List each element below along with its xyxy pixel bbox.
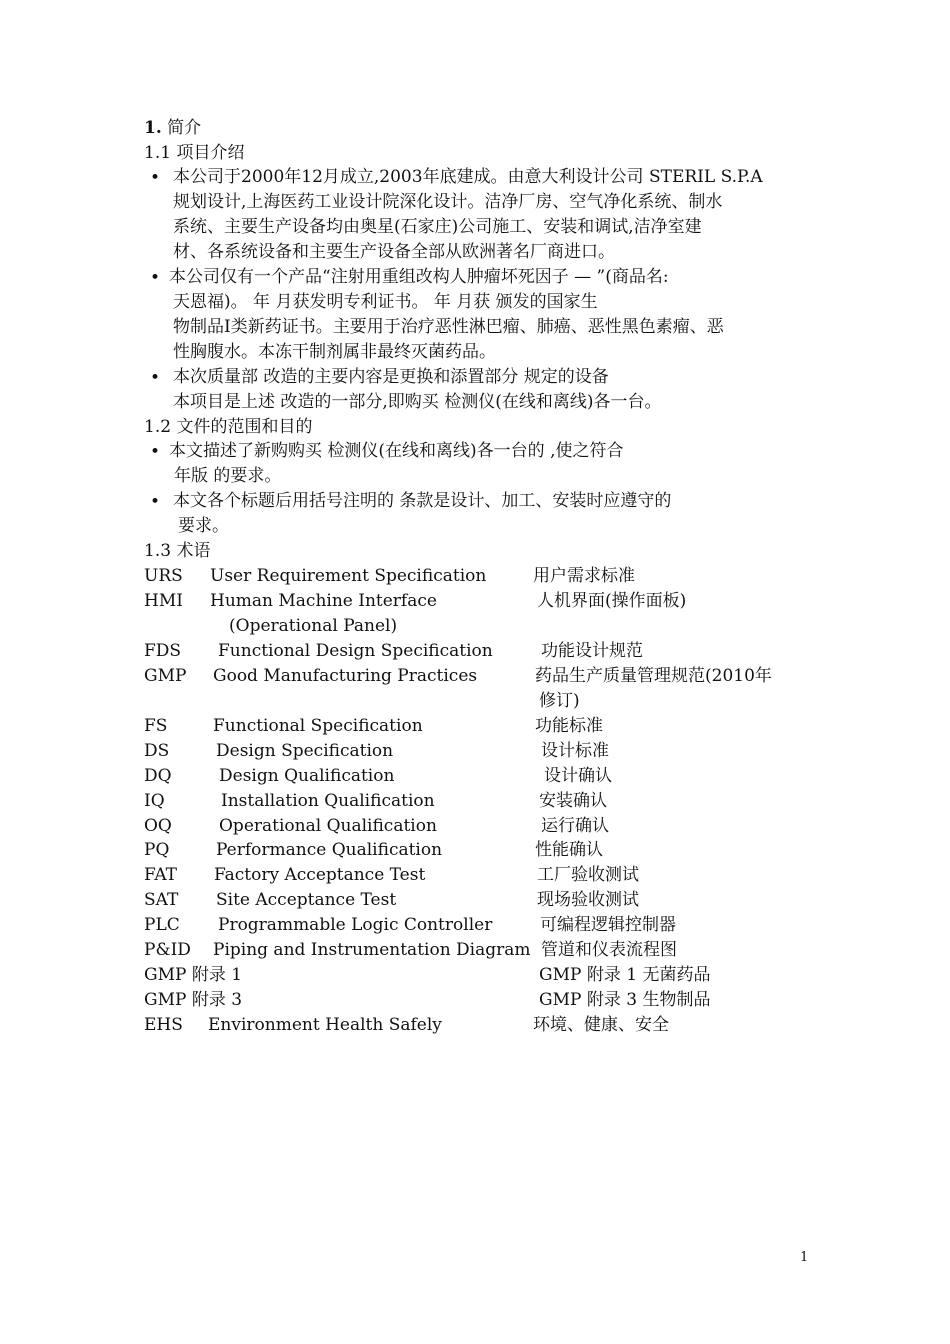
term-chinese: 人机界面(操作面板) xyxy=(537,591,687,611)
term-abbr: FS xyxy=(144,716,168,736)
section-heading xyxy=(144,116,201,140)
subsection-title-1-1: 1.1 项目介绍 xyxy=(144,143,245,163)
paragraph-line: 物制品Ⅰ类新药证书。主要用于治疗恶性淋巴瘤、肺癌、恶性黑色素瘤、恶 xyxy=(173,317,724,337)
term-abbr: GMP 附录 3 xyxy=(144,990,243,1010)
term-english: Functional Design Specification xyxy=(218,641,493,661)
term-chinese: 功能设计规范 xyxy=(541,641,643,661)
term-english: Human Machine Interface xyxy=(210,591,437,611)
term-english: User Requirement Specification xyxy=(210,566,487,586)
term-abbr: P&ID xyxy=(144,940,191,960)
term-chinese: 功能标准 xyxy=(535,716,603,736)
paragraph-line: 系统、主要生产设备均由奥星(石家庄)公司施工、安装和调试,洁净室建 xyxy=(173,217,702,237)
subsection-title-1-3: 1.3 术语 xyxy=(144,541,211,561)
term-english: Programmable Logic Controller xyxy=(218,915,493,935)
term-chinese: 用户需求标准 xyxy=(533,566,635,586)
paragraph-line: 本公司仅有一个产品“注射用重组改构人肿瘤坏死因子 — ”(商品名: xyxy=(169,267,669,287)
bullet-icon: • xyxy=(150,492,161,512)
term-chinese: 现场验收测试 xyxy=(537,890,639,910)
term-english: Functional Specification xyxy=(213,716,423,736)
paragraph-line: 性胸腹水。本冻干制剂属非最终灭菌药品。 xyxy=(173,342,496,362)
term-chinese: 设计确认 xyxy=(544,766,612,786)
term-english: Environment Health Safely xyxy=(208,1015,442,1035)
bullet-icon: • xyxy=(150,168,161,188)
paragraph-line: 材、各系统设备和主要生产设备全部从欧洲著名厂商进口。 xyxy=(173,242,615,262)
term-abbr: GMP 附录 1 xyxy=(144,965,243,985)
paragraph-line: 本公司于2000年12月成立,2003年底建成。由意大利设计公司 STERIL S.P.A xyxy=(173,167,763,187)
paragraph-line: 规划设计,上海医药工业设计院深化设计。洁净厂房、空气净化系统、制水 xyxy=(173,192,723,212)
term-chinese: GMP 附录 1 无菌药品 xyxy=(539,965,711,985)
term-abbr: SAT xyxy=(144,890,179,910)
term-chinese: 安装确认 xyxy=(539,791,607,811)
term-english: Design Qualification xyxy=(219,766,395,786)
term-abbr: URS xyxy=(144,566,183,586)
term-english: Design Specification xyxy=(216,741,394,761)
paragraph-product xyxy=(169,265,814,365)
paragraph-scope xyxy=(169,439,814,489)
term-abbr: FAT xyxy=(144,865,178,885)
bullet-icon: • xyxy=(150,268,161,288)
term-english: (Operational Panel) xyxy=(229,616,398,636)
term-chinese: 管道和仪表流程图 xyxy=(541,940,677,960)
term-abbr: OQ xyxy=(144,816,172,836)
paragraph-line: 天恩福)。 年 月获发明专利证书。 年 月获 颁发的国家生 xyxy=(173,292,598,312)
term-chinese: 环境、健康、安全 xyxy=(533,1015,669,1035)
term-abbr: HMI xyxy=(144,591,183,611)
term-english: Site Acceptance Test xyxy=(216,890,397,910)
bullet-icon: • xyxy=(150,442,161,462)
term-abbr: GMP xyxy=(144,666,187,686)
term-chinese: GMP 附录 3 生物制品 xyxy=(539,990,711,1010)
heading-number: 1. xyxy=(144,118,162,138)
paragraph-quality-upgrade xyxy=(173,365,818,415)
paragraph-line: 本项目是上述 改造的一部分,即购买 检测仪(在线和离线)各一台。 xyxy=(173,392,662,412)
term-english: Operational Qualification xyxy=(219,816,437,836)
paragraph-line: 本文描述了新购购买 检测仪(在线和离线)各一台的 ,使之符合 xyxy=(169,441,624,461)
term-english: Factory Acceptance Test xyxy=(214,865,426,885)
term-english: Installation Qualification xyxy=(221,791,435,811)
paragraph-line: 年版 的要求。 xyxy=(174,466,282,486)
term-chinese: 性能确认 xyxy=(535,840,603,860)
term-chinese: 运行确认 xyxy=(541,816,609,836)
term-abbr: DQ xyxy=(144,766,172,786)
page-number: 1 xyxy=(800,1250,809,1265)
term-english: Performance Qualification xyxy=(216,840,443,860)
term-abbr: PQ xyxy=(144,840,170,860)
paragraph-line: 要求。 xyxy=(178,516,229,536)
term-abbr: EHS xyxy=(144,1015,183,1035)
paragraph-clauses xyxy=(173,489,818,539)
term-english: Piping and Instrumentation Diagram xyxy=(213,940,531,960)
subsection-title-1-2: 1.2 文件的范围和目的 xyxy=(144,417,313,437)
paragraph-line: 本次质量部 改造的主要内容是更换和添置部分 规定的设备 xyxy=(173,367,609,387)
term-chinese: 药品生产质量管理规范(2010年 xyxy=(535,666,772,686)
bullet-icon: • xyxy=(150,368,161,388)
term-abbr: FDS xyxy=(144,641,182,661)
heading-title: 简介 xyxy=(167,118,202,138)
paragraph-line: 本文各个标题后用括号注明的 条款是设计、加工、安装时应遵守的 xyxy=(173,491,672,511)
term-abbr: IQ xyxy=(144,791,165,811)
term-abbr: DS xyxy=(144,741,170,761)
term-chinese: 可编程逻辑控制器 xyxy=(540,915,676,935)
term-english: Good Manufacturing Practices xyxy=(213,666,478,686)
term-chinese: 修订) xyxy=(539,691,580,711)
paragraph-company-intro xyxy=(173,165,813,265)
term-chinese: 设计标准 xyxy=(541,741,609,761)
term-chinese: 工厂验收测试 xyxy=(537,865,639,885)
term-abbr: PLC xyxy=(144,915,180,935)
